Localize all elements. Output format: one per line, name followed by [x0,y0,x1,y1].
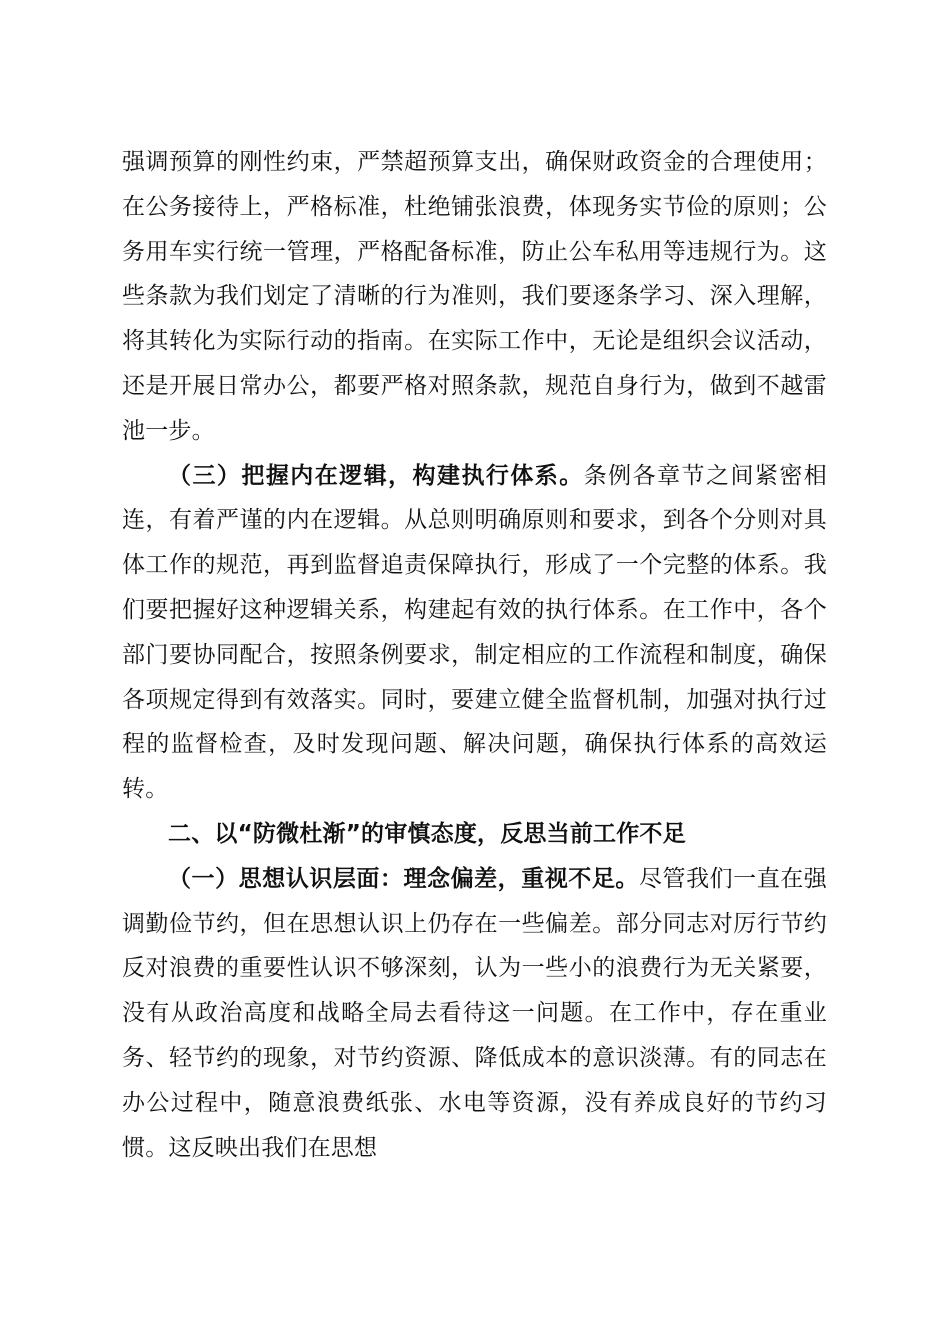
section-2-1-lead: （一）思想认识层面：理念偏差，重视不足。 [168,864,639,892]
section-2-1-body: 尽管我们一直在强调勤俭节约，但在思想认识上仍存在一些偏差。部分同志对厉行节约反对浪费的重要性认识不够深刻，认为一些小的浪费行为无关紧要，没有从政治高度和战略全局去看待这一问题。在工作中，存在重业务、轻节约的现象，对节约资源、降低成本的意识淡薄。有的同志在办公过程中，随意浪费纸张、水电等资源，没有养成良好的节约习惯。这反映出我们在思想 [122,865,828,1161]
section-heading-2: 二、以“防微杜渐”的审慎态度，反思当前工作不足 [168,820,686,847]
paragraph-section-3 [122,454,827,812]
document-body [122,140,827,1170]
paragraph-continuation: 强调预算的刚性约束，严禁超预算支出，确保财政资金的合理使用；在公务接待上，严格标准，杜绝铺张浪费，体现务实节俭的原则；公务用车实行统一管理，严格配备标准，防止公车私用等违规行为。这些条款为我们划定了清晰的行为准则，我们要逐条学习、深入理解，将其转化为实际行动的指南。在实际工作中，无论是组织会议活动，还是开展日常办公，都要严格对照条款，规范自身行为，做到不越雷池一步。 [122,149,827,444]
paragraph-section-2-1 [122,857,827,1171]
section-3-lead: （三）把握内在逻辑，构建执行体系。 [168,461,584,489]
section-3-body: 条例各章节之间紧密相连，有着严谨的内在逻辑。从总则明确原则和要求，到各个分则对具体工作的规范，再到监督追责保障执行，形成了一个完整的体系。我们要把握好这种逻辑关系，构建起有效的执行体系。在工作中，各个部门要协同配合，按照条例要求，制定相应的工作流程和制度，确保各项规定得到有效落实。同时，要建立健全监督机制，加强对执行过程的监督检查，及时发现问题、解决问题，确保执行体系的高效运转。 [122,462,828,803]
